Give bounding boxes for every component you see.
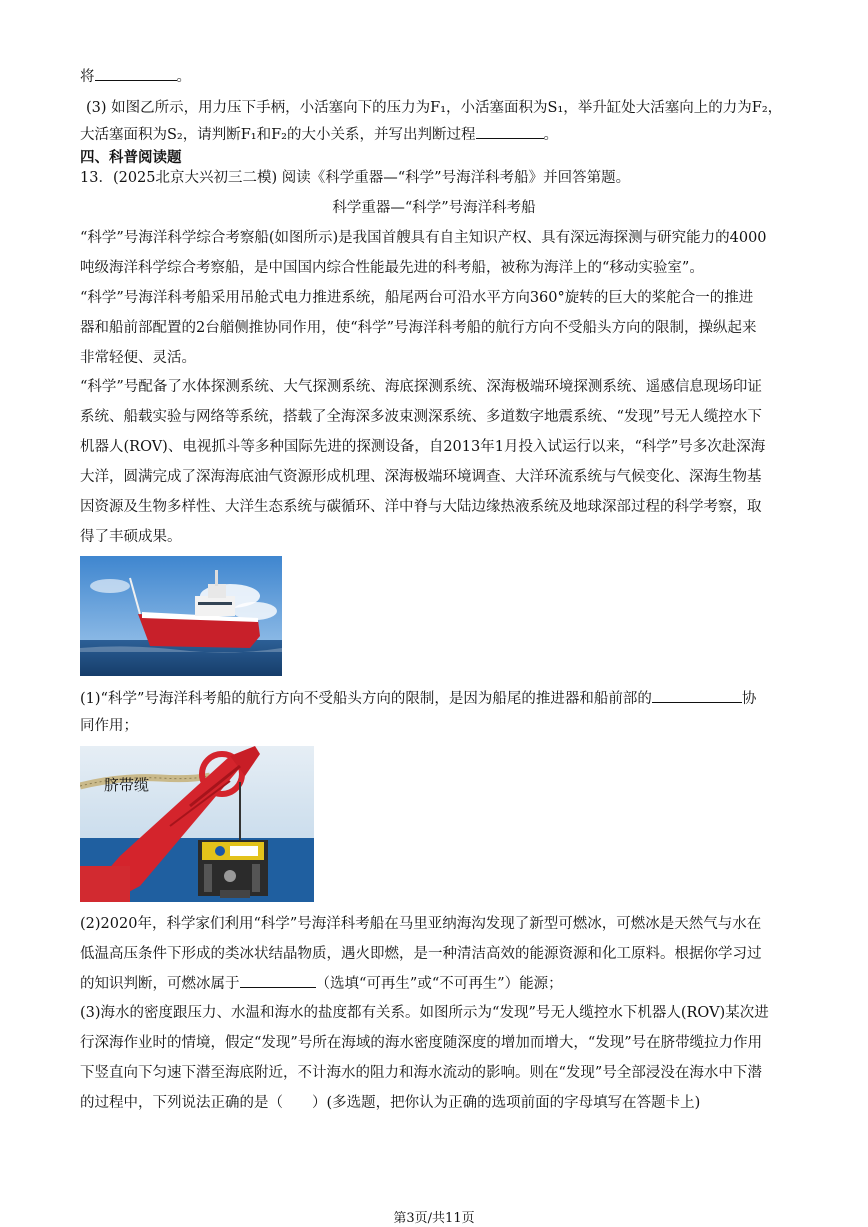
sub-question-2-l2: 低温高压条件下形成的类冰状结晶物质，遇火即燃，是一种清洁高效的能源资源和化工原料。根据你学习过 bbox=[80, 946, 762, 962]
answer-blank bbox=[240, 973, 316, 988]
sub-question-2-l3 bbox=[80, 973, 563, 994]
question-13-intro: 13．(2025北京大兴初三二模) 阅读《科学重器—“科学”号海洋科考船》并回答第题。 bbox=[80, 170, 631, 186]
section-heading: 四、科普阅读题 bbox=[80, 149, 182, 166]
sub-question-3-l1: (3)海水的密度跟压力、水温和海水的盐度都有关系。如图所示为“发现”号无人缆控水下机器人(ROV)某次进 bbox=[80, 1005, 769, 1021]
article-p1-l1: “科学”号海洋科学综合考察船(如图所示)是我国首艘具有自主知识产权、具有深远海探测与研究能力的4000 bbox=[80, 230, 767, 246]
article-title: 科学重器—“科学”号海洋科考船 bbox=[332, 200, 536, 216]
article-p2-l2: 器和船前部配置的2台艏侧推协同作用，使“科学”号海洋科考船的航行方向不受船头方向的限制，操纵起来 bbox=[80, 320, 757, 336]
sub-question-3-l3: 下竖直向下匀速下潜至海底附近，不计海水的阻力和海水流动的影响。则在“发现”号全部浸没在海水中下潜 bbox=[80, 1065, 762, 1081]
fragment-prefix: 将 bbox=[80, 69, 95, 85]
question-3-suffix: 。 bbox=[543, 127, 558, 143]
sub-question-1 bbox=[80, 688, 756, 709]
sub-question-3-l4: 的过程中，下列说法正确的是（ ）(多选题，把你认为正确的选项前面的字母填写在答题卡上) bbox=[80, 1095, 701, 1111]
fragment-line bbox=[80, 66, 191, 87]
sub-question-2-text: 的知识判断，可燃冰属于 bbox=[80, 976, 240, 992]
article-p1-l2: 吨级海洋科学综合考察船，是中国国内综合性能最先进的科考船，被称为海洋上的“移动实验室”。 bbox=[80, 260, 704, 276]
sub-question-2-l1: (2)2020年，科学家们利用“科学”号海洋科考船在马里亚纳海沟发现了新型可燃冰，可燃冰是天然气与水在 bbox=[80, 916, 762, 932]
sub-question-3-l2: 行深海作业时的情境，假定“发现”号所在海域的海水密度随深度的增加而增大，“发现”号在脐带缆拉力作用 bbox=[80, 1035, 763, 1051]
article-p3-l3: 机器人(ROV)、电视抓斗等多种国际先进的探测设备，自2013年1月投入试运行以来，“科学”号多次赴深海 bbox=[80, 439, 766, 455]
question-3-text: 大活塞面积为S₂，请判断F₁和F₂的大小关系，并写出判断过程 bbox=[80, 127, 476, 143]
question-3-line-1: (3) 如图乙所示，用力压下手柄，小活塞向下的压力为F₁，小活塞面积为S₁，举升缸处大活塞向上的力为F₂， bbox=[86, 100, 783, 116]
sub-question-1-suffix: 协 bbox=[741, 691, 757, 707]
fragment-suffix: 。 bbox=[176, 69, 191, 85]
article-p3-l2: 系统、船载实验与网络等系统，搭载了全海深多波束测深系统、多道数字地震系统、“发现”号无人缆控水下 bbox=[80, 409, 762, 425]
answer-blank bbox=[95, 66, 177, 81]
page-footer: 第3页/共11页 bbox=[393, 1211, 475, 1226]
umbilical-cable-label: 脐带缆 bbox=[104, 776, 150, 794]
article-p3-l6: 得了丰硕成果。 bbox=[80, 529, 182, 545]
answer-blank bbox=[476, 124, 544, 139]
sub-question-2-suffix: （选填“可再生”或“不可再生”）能源； bbox=[315, 976, 563, 992]
ship-photo bbox=[80, 556, 282, 676]
article-p3-l5: 因资源及生物多样性、大洋生态系统与碳循环、洋中脊与大陆边缘热液系统及地球深部过程的科学考察，取 bbox=[80, 499, 762, 515]
article-p2-l3: 非常轻便、灵活。 bbox=[80, 350, 196, 366]
question-3-line-2 bbox=[80, 124, 558, 145]
sub-question-1-text: (1)“科学”号海洋科考船的航行方向不受船头方向的限制，是因为船尾的推进器和船前部的 bbox=[80, 691, 652, 707]
rov-photo bbox=[80, 746, 314, 902]
sub-question-1-line-2: 同作用； bbox=[80, 718, 138, 734]
article-p3-l4: 大洋，圆满完成了深海海底油气资源形成机理、深海极端环境调查、大洋环流系统与气候变化、深海生物基 bbox=[80, 469, 762, 485]
article-p2-l1: “科学”号海洋科考船采用吊舱式电力推进系统，船尾两台可沿水平方向360°旋转的巨大的桨舵合一的推进 bbox=[80, 290, 754, 306]
answer-blank bbox=[652, 688, 742, 703]
article-p3-l1: “科学”号配备了水体探测系统、大气探测系统、海底探测系统、深海极端环境探测系统、遥感信息现场印证 bbox=[80, 379, 762, 395]
